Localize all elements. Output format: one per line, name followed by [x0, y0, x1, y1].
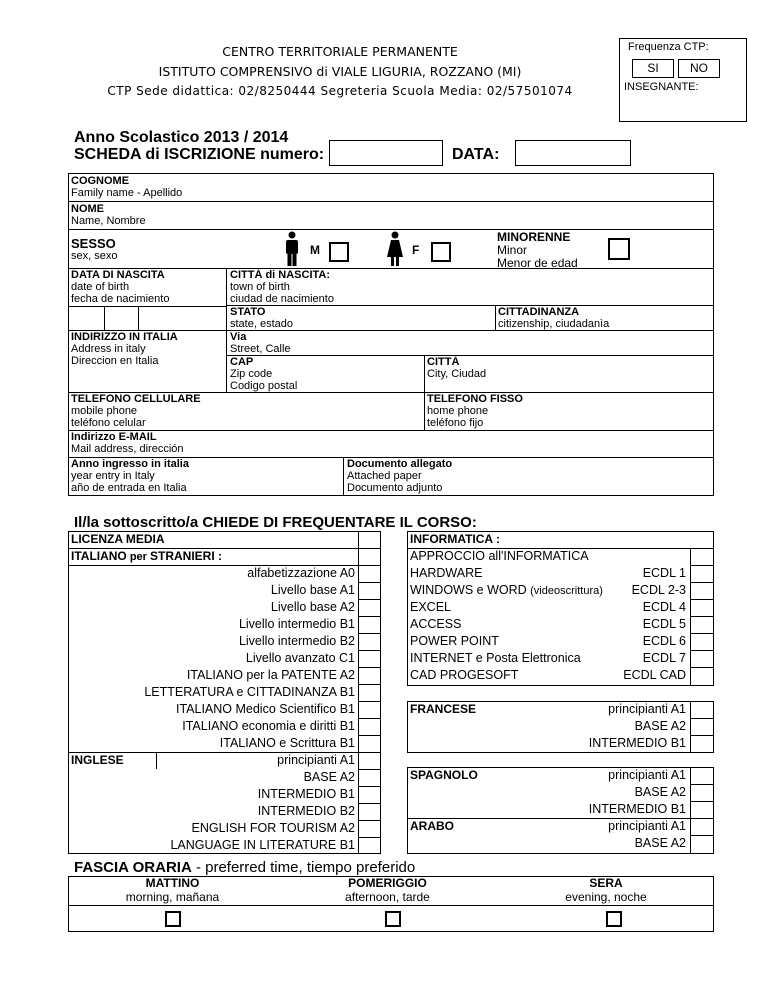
cognome-tr: Family name - Apellido [71, 187, 183, 199]
email-tr: Mail address, dirección [71, 443, 184, 455]
licenza-label: LICENZA MEDIA [71, 532, 165, 546]
documento-tr1: Attached paper [347, 470, 422, 482]
dob-tr1: date of birth [71, 281, 130, 293]
inglese-course-checkbox-cell[interactable] [358, 820, 381, 837]
informatica-course: HARDWARE [410, 566, 483, 580]
spagnolo-course-checkbox-cell[interactable] [690, 801, 714, 818]
fascia-heading: FASCIA ORARIA - preferred time, tiempo preferido [74, 859, 416, 876]
minorenne-tr2: Menor de edad [497, 256, 578, 270]
ctp-box [619, 38, 747, 122]
francese-title: FRANCESE [410, 702, 477, 716]
fisso-tr2: teléfono fijo [427, 417, 484, 429]
arabo-course-checkbox-cell[interactable] [690, 818, 714, 835]
male-icon [284, 231, 300, 267]
nome-label: NOME [71, 203, 104, 215]
informatica-level: ECDL 5 [642, 617, 686, 631]
italiano-course: alfabetizzazione A0 [247, 566, 355, 580]
mattino-label: MATTINO [145, 876, 200, 890]
sesso-label: SESSO [71, 236, 116, 251]
spagnolo-course: principianti A1 [608, 768, 686, 782]
inglese-course: BASE A2 [303, 770, 355, 784]
date-field[interactable] [515, 140, 631, 166]
no-box[interactable]: NO [678, 59, 720, 78]
inglese-title: INGLESE [71, 753, 124, 767]
minorenne-tr1: Minor [497, 243, 528, 257]
si-box[interactable]: SI [632, 59, 674, 78]
arabo-course-checkbox-cell[interactable] [690, 835, 714, 852]
male-checkbox[interactable] [329, 242, 349, 262]
inglese-course-checkbox-cell[interactable] [358, 803, 381, 820]
sera-tr: evening, noche [565, 890, 647, 904]
francese-course: INTERMEDIO B1 [588, 736, 686, 750]
cittadinanza-tr: citizenship, ciudadanìa [498, 318, 610, 330]
number-field[interactable] [329, 140, 443, 166]
informatica-course: ACCESS [410, 617, 462, 631]
inglese-course: ENGLISH FOR TOURISM A2 [191, 821, 355, 835]
spagnolo-course-checkbox-cell[interactable] [690, 784, 714, 801]
male-label: M [310, 243, 320, 257]
teacher-label: INSEGNANTE: [624, 81, 699, 93]
sera-label: SERA [589, 876, 623, 890]
sesso-tr: sex, sexo [71, 250, 118, 262]
informatica-course: INTERNET e Posta Elettronica [410, 651, 581, 665]
informatica-checkbox-cell[interactable] [690, 616, 714, 633]
inglese-course: LANGUAGE IN LITERATURE B1 [170, 838, 355, 852]
indirizzo-tr1: Address in italy [71, 343, 146, 355]
spagnolo-title: SPAGNOLO [410, 768, 478, 782]
italiano-course: Livello base A2 [270, 600, 355, 614]
citta-nascita-tr1: town of birth [230, 281, 290, 293]
inglese-course-checkbox-cell[interactable] [358, 837, 381, 854]
date-label: DATA: [452, 146, 500, 163]
cap-tr1: Zip code [230, 368, 273, 380]
sera-checkbox[interactable] [606, 911, 622, 927]
citta-label: CITTÀ [427, 356, 460, 368]
francese-course-checkbox-cell[interactable] [690, 735, 714, 752]
italiano-course: Livello base A1 [270, 583, 355, 597]
inglese-course-checkbox-cell[interactable] [358, 786, 381, 803]
italiano-course-checkbox-cell[interactable] [358, 599, 381, 616]
indirizzo-label: INDIRIZZO IN ITALIA [71, 331, 178, 343]
italiano-course-checkbox-cell[interactable] [358, 582, 381, 599]
school-year: Anno Scolastico 2013 / 2014 [74, 129, 289, 146]
cap-label: CAP [230, 356, 254, 368]
informatica-checkbox-cell[interactable] [690, 599, 714, 616]
informatica-level: ECDL CAD [623, 668, 686, 682]
inglese-course-checkbox-cell[interactable] [358, 769, 381, 786]
dob-tr2: fecha de nacimiento [71, 293, 170, 305]
fisso-label: TELEFONO FISSO [427, 393, 523, 405]
italiano-course-checkbox-cell[interactable] [358, 650, 381, 667]
informatica-level: ECDL 6 [642, 634, 686, 648]
ingresso-label: Anno ingresso in italia [71, 458, 189, 470]
minorenne-label: MINORENNE [497, 230, 571, 244]
italiano-course-checkbox-cell[interactable] [358, 735, 381, 752]
phone-info: CTP Sede didattica: 02/8250444 Segreteria Scuola Media: 02/57501074 [107, 84, 573, 98]
via-label: Via [230, 331, 247, 343]
form-title: SCHEDA di ISCRIZIONE numero: [74, 146, 325, 163]
italiano-course: Livello avanzato C1 [245, 651, 355, 665]
female-checkbox[interactable] [431, 242, 451, 262]
informatica-level: ECDL 1 [642, 566, 686, 580]
informatica-course: APPROCCIO all'INFORMATICA [410, 549, 589, 563]
mattino-tr: morning, mañana [125, 890, 220, 904]
informatica-checkbox-cell[interactable] [690, 633, 714, 650]
informatica-course: EXCEL [410, 600, 451, 614]
informatica-level: ECDL 4 [642, 600, 686, 614]
spagnolo-course-checkbox-cell[interactable] [690, 767, 714, 784]
francese-course-checkbox-cell[interactable] [690, 718, 714, 735]
italiano-course: Livello intermedio B1 [238, 617, 355, 631]
pomeriggio-checkbox[interactable] [385, 911, 401, 927]
italiano-title: ITALIANO per STRANIERI : [71, 549, 223, 563]
italiano-course-checkbox-cell[interactable] [358, 616, 381, 633]
dob-label: DATA DI NASCITA [71, 269, 165, 281]
citta-nascita-tr2: ciudad de nacimiento [230, 293, 334, 305]
italiano-course-checkbox-cell[interactable] [358, 565, 381, 582]
spagnolo-course: INTERMEDIO B1 [588, 802, 686, 816]
informatica-checkbox-cell[interactable] [690, 667, 714, 684]
school-name: CENTRO TERRITORIALE PERMANENTE [222, 44, 458, 59]
italiano-course-checkbox-cell[interactable] [358, 684, 381, 701]
mattino-checkbox[interactable] [165, 911, 181, 927]
informatica-course: WINDOWS e WORD (videoscrittura) [410, 583, 603, 597]
informatica-checkbox-cell[interactable] [690, 582, 714, 599]
institute-name: ISTITUTO COMPRENSIVO di VIALE LIGURIA, ROZZANO (MI) [158, 64, 522, 79]
italiano-course: ITALIANO economia e diritti B1 [182, 719, 355, 733]
italiano-course-checkbox-cell[interactable] [358, 718, 381, 735]
nome-tr: Name, Nombre [71, 215, 146, 227]
arabo-course: BASE A2 [634, 836, 686, 850]
cognome-label: COGNOME [71, 175, 130, 187]
informatica-level: ECDL 7 [642, 651, 686, 665]
ctp-title: Frequenza CTP: [628, 41, 709, 53]
informatica-title: INFORMATICA : [410, 532, 500, 546]
female-label: F [412, 243, 420, 257]
courses-heading: Il/la sottoscritto/a CHIEDE DI FREQUENTARE IL CORSO: [74, 514, 477, 531]
stato-tr: state, estado [230, 318, 293, 330]
inglese-course-checkbox-cell[interactable] [358, 752, 381, 769]
cellulare-tr1: mobile phone [71, 405, 138, 417]
italiano-course: Livello intermedio B2 [238, 634, 355, 648]
italiano-course-checkbox-cell[interactable] [358, 701, 381, 718]
italiano-course: LETTERATURA e CITTADINANZA B1 [144, 685, 355, 699]
informatica-course: CAD PROGESOFT [410, 668, 519, 682]
arabo-title: ARABO [410, 819, 454, 833]
email-label: Indirizzo E-MAIL [71, 431, 157, 443]
documento-label: Documento allegato [347, 458, 453, 470]
via-tr: Street, Calle [230, 343, 291, 355]
pomeriggio-label: POMERIGGIO [348, 876, 427, 890]
informatica-level: ECDL 2-3 [631, 583, 686, 597]
informatica-checkbox-cell[interactable] [690, 548, 714, 565]
francese-course-checkbox-cell[interactable] [690, 701, 714, 718]
francese-course: BASE A2 [634, 719, 686, 733]
cittadinanza-label: CITTADINANZA [498, 306, 580, 318]
pomeriggio-tr: afternoon, tarde [345, 890, 430, 904]
spagnolo-course: BASE A2 [634, 785, 686, 799]
italiano-course: ITALIANO e Scrittura B1 [219, 736, 355, 750]
francese-course: principianti A1 [608, 702, 686, 716]
documento-tr2: Documento adjunto [347, 482, 443, 494]
informatica-course: POWER POINT [410, 634, 499, 648]
indirizzo-tr2: Direccion en Italia [71, 355, 159, 367]
cap-tr2: Codigo postal [230, 380, 298, 392]
inglese-course: INTERMEDIO B1 [257, 787, 355, 801]
citta-nascita-label: CITTÀ di NASCITA: [230, 269, 331, 281]
inglese-course: principianti A1 [277, 753, 355, 767]
italiano-course: ITALIANO Medico Scientifico B1 [175, 702, 355, 716]
stato-label: STATO [230, 306, 266, 318]
informatica-checkbox-cell[interactable] [690, 650, 714, 667]
female-icon [386, 231, 404, 267]
cellulare-tr2: teléfono celular [71, 417, 146, 429]
arabo-course: principianti A1 [608, 819, 686, 833]
ingresso-tr2: año de entrada en Italia [71, 482, 187, 494]
italiano-course-checkbox-cell[interactable] [358, 633, 381, 650]
italiano-course-checkbox-cell[interactable] [358, 667, 381, 684]
citta-tr: City, Ciudad [427, 368, 487, 380]
minorenne-checkbox[interactable] [608, 238, 630, 260]
inglese-course: INTERMEDIO B2 [257, 804, 355, 818]
informatica-checkbox-cell[interactable] [690, 565, 714, 582]
cellulare-label: TELEFONO CELLULARE [71, 393, 201, 405]
informatica-level [560, 548, 686, 565]
italiano-course: ITALIANO per la PATENTE A2 [186, 668, 355, 682]
ingresso-tr1: year entry in Italy [71, 470, 155, 482]
fisso-tr1: home phone [427, 405, 489, 417]
